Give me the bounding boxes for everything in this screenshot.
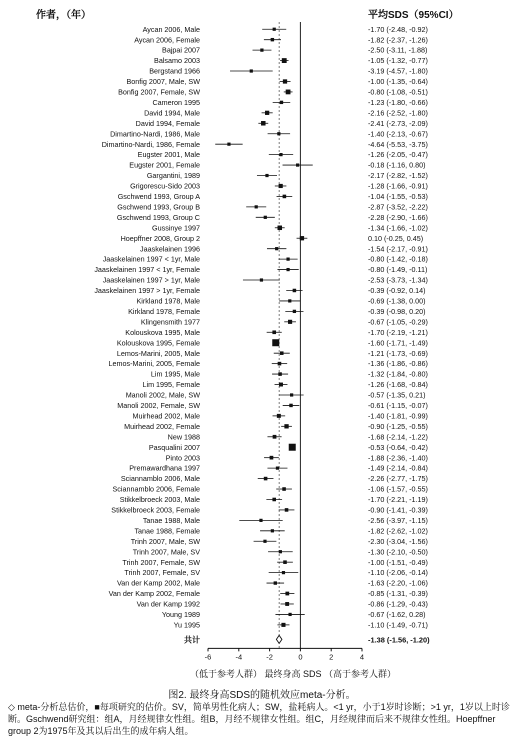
point-estimate: [289, 404, 292, 407]
point-estimate: [261, 121, 266, 126]
point-estimate: [277, 414, 281, 418]
study-label: Sciannamblo 2006, Female: [112, 484, 200, 494]
x-caption-middle: 最终身高 SDS: [264, 669, 322, 679]
ci-text: -0.69 (-1.38, 0.00): [368, 296, 426, 306]
ci-text: -1.00 (-1.35, -0.64): [368, 77, 428, 87]
study-label: New 1988: [167, 432, 200, 442]
point-estimate: [272, 330, 276, 334]
ci-text: -2.17 (-2.82, -1.52): [368, 171, 428, 181]
ci-text: -4.64 (-5.53, -3.75): [368, 139, 428, 149]
study-label: Cameron 1995: [152, 97, 200, 107]
point-estimate: [279, 153, 282, 156]
study-label: Stikkelbroeck 2003, Male: [119, 495, 200, 505]
ci-text: -1.21 (-1.73, -0.69): [368, 348, 428, 358]
point-estimate: [282, 58, 287, 63]
study-label: Young 1989: [161, 610, 200, 620]
point-estimate: [271, 529, 274, 532]
study-label: Jaaskelainen 1997 > 1yr, Female: [94, 286, 200, 296]
point-estimate: [271, 38, 274, 41]
ci-text: -1.63 (-2.20, -1.06): [368, 578, 428, 588]
study-label: Lim 1995, Male: [150, 369, 200, 379]
point-estimate: [265, 111, 269, 115]
ci-text: -1.26 (-2.05, -0.47): [368, 150, 428, 160]
study-label: Trinh 2007, Male, SV: [132, 547, 200, 557]
point-estimate: [260, 278, 263, 281]
pooled-label: 共计: [184, 635, 200, 645]
point-estimate: [284, 424, 288, 428]
point-estimate: [279, 383, 283, 387]
point-estimate: [278, 226, 283, 231]
point-estimate: [278, 362, 282, 366]
ci-text: -0.18 (-1.16, 0.80): [368, 160, 426, 170]
study-label: Muirhead 2002, Female: [124, 421, 200, 431]
ci-text: -1.23 (-1.80, -0.66): [368, 97, 428, 107]
ci-text: -2.30 (-3.04, -1.56): [368, 536, 428, 546]
point-estimate: [270, 456, 274, 460]
ci-text: -2.87 (-3.52, -2.22): [368, 202, 428, 212]
study-label: Lemos-Marini, 2005, Male: [116, 348, 200, 358]
study-label: Trinh 2007, Female, SV: [124, 568, 200, 578]
study-label: Manoli 2002, Female, SW: [117, 401, 200, 411]
x-tick-label: 4: [359, 652, 365, 662]
point-estimate: [263, 540, 266, 543]
ci-text: -1.54 (-2.17, -0.91): [368, 244, 428, 254]
point-estimate: [283, 195, 287, 199]
ci-text: -1.36 (-1.86, -0.86): [368, 359, 428, 369]
ci-text: -0.39 (-0.92, 0.14): [368, 286, 426, 296]
study-label: Eugster 2001, Female: [129, 160, 200, 170]
ci-text: -2.56 (-3.97, -1.15): [368, 515, 428, 525]
study-label: David 1994, Female: [135, 118, 200, 128]
study-label: Gargantini, 1989: [146, 171, 200, 181]
point-estimate: [286, 258, 289, 261]
point-estimate: [279, 184, 283, 188]
study-label: Jaaskelainen 1997 < 1yr, Male: [102, 254, 200, 264]
study-label: Gussinye 1997: [152, 223, 200, 233]
point-estimate: [285, 602, 289, 606]
ci-text: -0.90 (-1.25, -0.55): [368, 421, 428, 431]
study-label: Tanae 1988, Female: [134, 526, 200, 536]
point-estimate: [279, 550, 282, 553]
point-estimate: [290, 393, 293, 396]
x-tick-label: -4: [235, 652, 243, 662]
figure-note: ◇ meta-分析总估价，■每项研究的估价。SV，简单男性化病人；SW，盐耗病人。<1 yr，小于1岁时诊断；>1 yr，1岁以上时诊断。Gschwend研究组：组A，月经规律女性组。组B，月经不规律女性组。组C，月经规律而后来不规律女性组。Hoepffner group 2为1975年及其以后出生的成年病人组。: [8, 702, 510, 736]
ci-text: -2.41 (-2.73, -2.09): [368, 118, 428, 128]
ci-text: -1.70 (-2.19, -1.21): [368, 327, 428, 337]
point-estimate: [288, 320, 292, 324]
study-label: Trinh 2007, Male, SW: [130, 536, 200, 546]
point-estimate: [288, 613, 291, 616]
study-label: Tanae 1988, Male: [142, 515, 200, 525]
ci-text: -1.82 (-2.37, -1.26): [368, 35, 428, 45]
study-label: Stikkelbroeck 2003, Female: [111, 505, 200, 515]
ci-text: -1.04 (-1.55, -0.53): [368, 192, 428, 202]
ci-text: -0.67 (-1.62, 0.28): [368, 610, 426, 620]
point-estimate: [278, 372, 282, 376]
x-tick-label: 2: [329, 652, 334, 662]
point-estimate: [280, 351, 284, 355]
point-estimate: [286, 268, 289, 271]
study-label: Dimartino-Nardi, 1986, Male: [110, 129, 200, 139]
study-label: Klingensmith 1977: [140, 317, 200, 327]
point-estimate: [227, 143, 230, 146]
study-label: Hoepffner 2008, Group 2: [120, 233, 200, 243]
ci-text: -0.80 (-1.49, -0.11): [368, 265, 428, 275]
study-label: Kolouskova 1995, Female: [116, 338, 200, 348]
study-label: Pasqualini 2007: [148, 442, 200, 452]
study-label: Bergstand 1966: [149, 66, 200, 76]
study-label: Van der Kamp 2002, Female: [108, 589, 200, 599]
ci-text: -1.32 (-1.84, -0.80): [368, 369, 428, 379]
ci-text: -1.68 (-2.14, -1.22): [368, 432, 428, 442]
study-label: Muirhead 2002, Male: [132, 411, 200, 421]
ci-text: -1.05 (-1.32, -0.77): [368, 56, 428, 66]
study-label: Yu 1995: [173, 620, 200, 630]
ci-text: -2.26 (-2.77, -1.75): [368, 474, 428, 484]
point-estimate: [293, 310, 296, 313]
ci-text: -1.40 (-2.13, -0.67): [368, 129, 428, 139]
ci-text: -1.49 (-2.14, -0.84): [368, 463, 428, 473]
study-label: Bajpai 2007: [162, 45, 200, 55]
study-label: Van der Kamp 1992: [136, 599, 200, 609]
point-estimate: [275, 247, 278, 250]
point-estimate: [264, 216, 267, 219]
study-label: Grigorescu-Sido 2003: [130, 181, 200, 191]
point-estimate: [293, 289, 296, 292]
point-estimate: [277, 132, 280, 135]
ci-text: -2.28 (-2.90, -1.66): [368, 212, 428, 222]
author-column-header: 作者，（年）: [36, 10, 91, 21]
point-estimate: [296, 163, 299, 166]
ci-text: -0.53 (-0.64, -0.42): [368, 442, 428, 452]
study-label: Jaaskelainen 1997 > 1yr, Male: [102, 275, 200, 285]
ci-text: -0.90 (-1.41, -0.39): [368, 505, 428, 515]
ci-text: -1.34 (-1.66, -1.02): [368, 223, 428, 233]
ci-text: -0.57 (-1.35, 0.21): [368, 390, 426, 400]
point-estimate: [274, 581, 277, 584]
point-estimate: [283, 560, 287, 564]
study-label: Lim 1995, Female: [142, 380, 200, 390]
study-label: Gschwend 1993, Group C: [116, 212, 200, 222]
point-estimate: [282, 487, 286, 491]
ci-text: 0.10 (-0.25, 0.45): [368, 233, 424, 243]
x-caption-right: （高于参考人群）: [324, 669, 397, 679]
study-label: Kirkland 1978, Male: [136, 296, 200, 306]
point-estimate: [255, 205, 258, 208]
point-estimate: [288, 299, 291, 302]
point-estimate: [273, 28, 276, 31]
point-estimate: [285, 592, 289, 596]
study-label: Bonfig 2007, Female, SW: [118, 87, 200, 97]
ci-text: -0.86 (-1.29, -0.43): [368, 599, 428, 609]
point-estimate: [272, 498, 276, 502]
ci-text: -2.16 (-2.52, -1.80): [368, 108, 428, 118]
point-estimate: [280, 101, 283, 104]
study-label: Gschwend 1993, Group A: [117, 192, 200, 202]
ci-text: -1.70 (-2.48, -0.92): [368, 24, 428, 34]
study-label: David 1994, Male: [144, 108, 200, 118]
point-estimate: [260, 49, 263, 52]
ci-text: -0.80 (-1.42, -0.18): [368, 254, 428, 264]
point-estimate: [283, 79, 287, 83]
study-label: Kolouskova 1995, Male: [125, 327, 200, 337]
ci-text: -1.00 (-1.51, -0.49): [368, 557, 428, 567]
study-label: Van der Kamp 2002, Male: [117, 578, 200, 588]
point-estimate: [259, 519, 262, 522]
study-label: Balsamo 2003: [154, 56, 200, 66]
study-label: Premawardhana 1997: [129, 463, 200, 473]
point-estimate: [285, 508, 289, 512]
ci-text: -0.80 (-1.08, -0.51): [368, 87, 428, 97]
study-label: Aycan 2006, Male: [142, 24, 200, 34]
study-label: Jaaskelainen 1996: [140, 244, 200, 254]
ci-text: -1.10 (-2.06, -0.14): [368, 568, 428, 578]
point-estimate: [273, 435, 277, 439]
effect-column-header: 平均SDS（95%CI）: [368, 10, 459, 21]
ci-text: -1.82 (-2.62, -1.02): [368, 526, 428, 536]
ci-text: -0.61 (-1.15, -0.07): [368, 401, 428, 411]
study-label: Gschwend 1993, Group B: [117, 202, 200, 212]
study-label: Bonfig 2007, Male, SW: [126, 77, 200, 87]
study-label: Jaaskelainen 1997 < 1yr, Female: [94, 265, 200, 275]
point-estimate: [289, 444, 296, 451]
ci-text: -1.26 (-1.68, -0.84): [368, 380, 428, 390]
ci-text: -1.10 (-1.49, -0.71): [368, 620, 428, 630]
ci-text: -2.50 (-3.11, -1.88): [368, 45, 428, 55]
ci-text: -1.30 (-2.10, -0.50): [368, 547, 428, 557]
ci-text: -1.28 (-1.66, -0.91): [368, 181, 428, 191]
figure-title: 图2. 最终身高SDS的随机效应meta-分析。: [168, 690, 356, 701]
point-estimate: [276, 467, 279, 470]
study-label: Aycan 2006, Female: [134, 35, 200, 45]
point-estimate: [300, 236, 304, 240]
ci-text: -1.06 (-1.57, -0.55): [368, 484, 428, 494]
study-label: Lemos-Marini, 2005, Female: [108, 359, 200, 369]
ci-text: -1.70 (-2.21, -1.19): [368, 495, 428, 505]
study-label: Manoli 2002, Male, SW: [125, 390, 200, 400]
point-estimate: [264, 477, 268, 481]
ci-text: -0.67 (-1.05, -0.29): [368, 317, 428, 327]
ci-text: -0.85 (-1.31, -0.39): [368, 589, 428, 599]
x-caption-left: （低于参考人群） 最终身高 SDS: [190, 669, 322, 679]
study-label: Dimartino-Nardi, 1986, Female: [101, 139, 200, 149]
ci-text: -3.19 (-4.57, -1.80): [368, 66, 428, 76]
x-tick-label: -6: [204, 652, 212, 662]
x-tick-label: 0: [298, 652, 303, 662]
study-label: Eugster 2001, Male: [137, 150, 200, 160]
ci-text: -2.53 (-3.73, -1.34): [368, 275, 428, 285]
point-estimate: [272, 339, 279, 346]
point-estimate: [282, 571, 285, 574]
pooled-diamond: [276, 635, 282, 643]
point-estimate: [250, 69, 253, 72]
study-label: Sciannamblo 2006, Male: [120, 474, 200, 484]
study-label: Pinto 2003: [165, 453, 200, 463]
point-estimate: [265, 174, 268, 177]
ci-text: -0.39 (-0.98, 0.20): [368, 306, 426, 316]
ci-text: -1.60 (-1.71, -1.49): [368, 338, 428, 348]
point-estimate: [281, 623, 285, 627]
point-estimate: [286, 90, 291, 95]
x-tick-label: -2: [266, 652, 273, 662]
ci-text: -1.40 (-1.81, -0.99): [368, 411, 428, 421]
study-label: Kirkland 1978, Female: [128, 306, 200, 316]
pooled-ci-text: -1.38 (-1.56, -1.20): [368, 635, 430, 645]
ci-text: -1.88 (-2.36, -1.40): [368, 453, 428, 463]
study-label: Trinh 2007, Female, SW: [122, 557, 200, 567]
